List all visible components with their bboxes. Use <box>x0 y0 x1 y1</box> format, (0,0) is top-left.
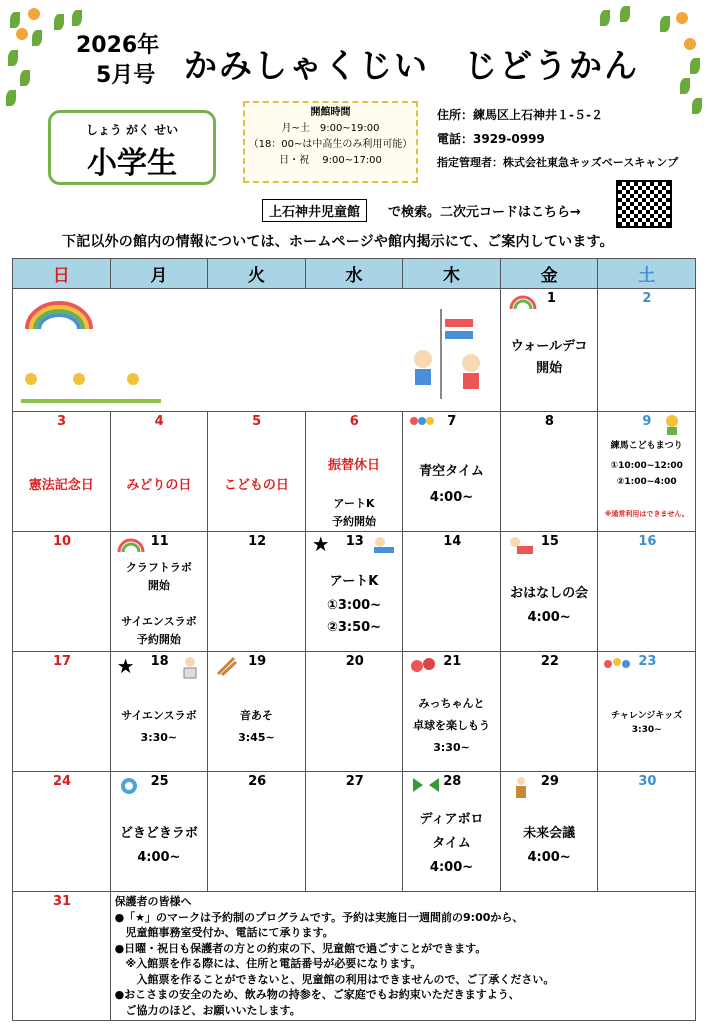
event-time: 4:00~ <box>137 850 181 865</box>
event-title: 未来会議 <box>523 826 576 841</box>
notes-line: ●日曜・祝日も保護者の方との約束の下、児童館で過ごすことができます。 <box>114 941 487 955</box>
holiday-name: みどりの日 <box>126 478 192 493</box>
day-number: 13 <box>345 534 364 549</box>
day-cell-29 <box>500 772 598 892</box>
day-cell-13 <box>305 532 403 652</box>
children-icon <box>409 416 435 430</box>
issue-year: 2026年 <box>76 33 160 58</box>
day-number: 9 <box>642 414 652 429</box>
event-title: 練馬こどもまつり <box>610 441 683 451</box>
event-title: 卓球を楽しもう <box>413 719 491 732</box>
hours-holiday: 日・祝 9:00~17:00 <box>279 155 382 166</box>
day-cell-25 <box>110 772 208 892</box>
notice-text: 下記以外の館内の情報については、ホームページや館内掲示にて、ご案内しています。 <box>62 234 614 250</box>
day-number: 8 <box>544 414 554 429</box>
weekday-thu: 木 <box>403 259 501 289</box>
event-time: 4:00~ <box>429 490 474 505</box>
day-cell-2 <box>598 289 696 412</box>
address: 住所：練馬区上石神井１-５-２ <box>437 108 603 122</box>
notes-line: 児童館事務室受付か、電話にて承ります。 <box>114 926 334 939</box>
day-number: 22 <box>540 654 559 669</box>
hours-weekday: 月~土 9:00~19:00 <box>281 123 380 134</box>
day-cell-24 <box>13 772 111 892</box>
event-time: ①10:00~12:00 <box>610 461 683 471</box>
event-title: おはなしの会 <box>510 586 589 601</box>
day-cell-28 <box>403 772 501 892</box>
day-number: 12 <box>248 534 267 549</box>
child-icon <box>662 414 682 436</box>
day-cell-9 <box>598 412 696 532</box>
drawing-child-icon <box>372 536 396 556</box>
rainbow-icon <box>117 536 145 554</box>
calendar-week <box>13 652 696 772</box>
newsletter-title: かみしゃくじい じどうかん <box>184 46 639 85</box>
calendar-table <box>12 258 696 1021</box>
qr-code-icon[interactable] <box>616 180 672 228</box>
trophy-icon <box>119 776 139 798</box>
notes-line: ※入館票を作る際には、住所と電話番号が必要になります。 <box>114 957 422 970</box>
vine-decoration-left <box>2 2 62 112</box>
day-cell-8 <box>500 412 598 532</box>
day-number: 23 <box>638 654 657 669</box>
hours-note: （18：00~は中高生のみ利用可能） <box>248 139 413 150</box>
reservation-star-icon: ★ <box>311 532 330 556</box>
rainbow-icon <box>509 293 537 311</box>
weekday-tue: 火 <box>208 259 306 289</box>
day-cell-4 <box>110 412 208 532</box>
day-number: 10 <box>53 534 72 549</box>
day-cell-12 <box>208 532 306 652</box>
event-time: 3:45~ <box>238 731 275 744</box>
day-number: 6 <box>349 414 359 429</box>
event-status: 開始 <box>536 361 563 376</box>
vine-decoration-right <box>640 2 700 112</box>
day-number: 14 <box>443 534 462 549</box>
event-time: 4:00~ <box>527 850 571 865</box>
day-number: 2 <box>642 291 652 306</box>
day-cell-21 <box>403 652 501 772</box>
event-time: 3:30~ <box>631 725 662 735</box>
day-number: 25 <box>150 774 169 789</box>
day-number: 16 <box>638 534 657 549</box>
event-status: 予約開始 <box>331 515 376 528</box>
event-title: アートK <box>329 574 379 589</box>
day-number: 28 <box>443 774 462 789</box>
day-cell-30 <box>598 772 696 892</box>
day-cell-15 <box>500 532 598 652</box>
day-number: 27 <box>345 774 364 789</box>
holiday-name: 振替休日 <box>327 458 380 473</box>
day-number: 15 <box>540 534 559 549</box>
day-number: 24 <box>53 774 72 789</box>
weekday-header-row <box>13 259 696 289</box>
calendar-week <box>13 532 696 652</box>
day-cell-17 <box>13 652 111 772</box>
day-number: 1 <box>546 291 556 306</box>
day-cell-31 <box>13 892 111 1021</box>
ping-pong-icon <box>409 656 437 676</box>
day-cell-5 <box>208 412 306 532</box>
day-number: 11 <box>150 534 169 549</box>
manager: 指定管理者：株式会社東急キッズベースキャンプ <box>437 156 679 169</box>
day-cell-7 <box>403 412 501 532</box>
parent-notes <box>110 892 695 1021</box>
day-cell-6 <box>305 412 403 532</box>
day-cell-10 <box>13 532 111 652</box>
event-time: 4:00~ <box>527 610 571 625</box>
weekday-sun: 日 <box>13 259 111 289</box>
drumsticks-icon <box>216 656 238 676</box>
event-time: 4:00~ <box>429 860 474 875</box>
reservation-star-icon: ★ <box>116 654 135 678</box>
day-cell-3 <box>13 412 111 532</box>
event-time: 3:30~ <box>140 731 178 744</box>
grade-label: 小学生 <box>87 146 177 181</box>
day-number: 3 <box>57 414 67 429</box>
event-time: ②1:00~4:00 <box>616 477 677 487</box>
weekday-fri: 金 <box>500 259 598 289</box>
event-time: ②3:50~ <box>326 620 382 635</box>
rainbow-and-kids-illustration <box>13 289 500 407</box>
day-cell-14 <box>403 532 501 652</box>
day-number: 18 <box>150 654 169 669</box>
event-title: ディアボロ <box>419 812 484 827</box>
event-title: タイム <box>432 836 471 851</box>
day-number: 4 <box>154 414 164 429</box>
day-number: 31 <box>53 894 72 909</box>
issue-month: 5月号 <box>96 63 156 88</box>
children-group-icon <box>602 656 632 674</box>
event-title: 音あそ <box>239 709 273 722</box>
holiday-name: こどもの日 <box>223 478 289 493</box>
event-title: サイエンスラボ <box>121 615 197 628</box>
calendar-week <box>13 412 696 532</box>
search-instructions: で検索。二次元コードはこちら→ <box>388 205 581 220</box>
event-time: ①3:00~ <box>326 598 382 613</box>
reading-child-icon <box>507 536 535 556</box>
week1-empty-decoration <box>13 289 501 412</box>
day-number: 29 <box>540 774 559 789</box>
day-cell-19 <box>208 652 306 772</box>
day-cell-1 <box>500 289 598 412</box>
day-number: 30 <box>638 774 657 789</box>
day-cell-26 <box>208 772 306 892</box>
event-status: 開始 <box>147 579 170 592</box>
weekday-sat: 土 <box>598 259 696 289</box>
calendar-week <box>13 892 696 1021</box>
event-title: アートK <box>333 497 375 510</box>
day-cell-23 <box>598 652 696 772</box>
day-number: 7 <box>447 414 457 429</box>
phone: 電話：3929-0999 <box>437 132 545 146</box>
event-title: サイエンスラボ <box>121 709 197 722</box>
event-time: 3:30~ <box>433 741 470 754</box>
grade-ruby: しょう がく せい <box>85 123 179 137</box>
day-cell-18 <box>110 652 208 772</box>
event-title: 青空タイム <box>419 464 484 479</box>
search-keyword: 上石神井児童館 <box>262 199 367 222</box>
day-cell-11 <box>110 532 208 652</box>
hours-title: 開館時間 <box>310 107 351 118</box>
day-cell-20 <box>305 652 403 772</box>
grade-label-box <box>48 110 216 185</box>
notes-line: 入館票を作ることができないと、児童館の利用はできませんので、ご了承ください。 <box>114 972 555 986</box>
day-cell-27 <box>305 772 403 892</box>
event-title: ウォールデコ <box>510 339 588 354</box>
notes-line: ●「★」のマークは予約制のプログラムです。予約は実施日一週間前の9:00から、 <box>114 910 524 924</box>
event-title: チャレンジキッズ <box>611 711 683 721</box>
scientist-icon <box>181 656 199 680</box>
holiday-name: 憲法記念日 <box>28 478 94 493</box>
day-number: 21 <box>443 654 462 669</box>
calendar-week <box>13 289 696 412</box>
day-number: 26 <box>248 774 267 789</box>
notes-line: ご協力のほど、お願いいたします。 <box>114 1003 301 1017</box>
weekday-mon: 月 <box>110 259 208 289</box>
event-title: みっちゃんと <box>418 697 485 710</box>
day-cell-22 <box>500 652 598 772</box>
day-number: 5 <box>252 414 262 429</box>
calendar-week <box>13 772 696 892</box>
opening-hours-box <box>243 101 418 183</box>
weekday-wed: 水 <box>305 259 403 289</box>
event-title: どきどきラボ <box>119 826 198 841</box>
day-number: 19 <box>248 654 267 669</box>
event-title: クラフトラボ <box>125 561 192 574</box>
notes-title: 保護者の皆様へ <box>114 895 192 908</box>
day-number: 20 <box>345 654 364 669</box>
day-number: 17 <box>53 654 72 669</box>
event-status: 予約開始 <box>136 633 181 646</box>
day-cell-16 <box>598 532 696 652</box>
child-standing-icon <box>513 776 529 802</box>
notes-line: ●おこさまの安全のため、飲み物の持参を、ご家庭でもお約束いただきますよう、 <box>114 988 520 1001</box>
event-note: ※通常利用はできません。 <box>604 510 689 518</box>
diabolo-icon <box>411 776 441 794</box>
